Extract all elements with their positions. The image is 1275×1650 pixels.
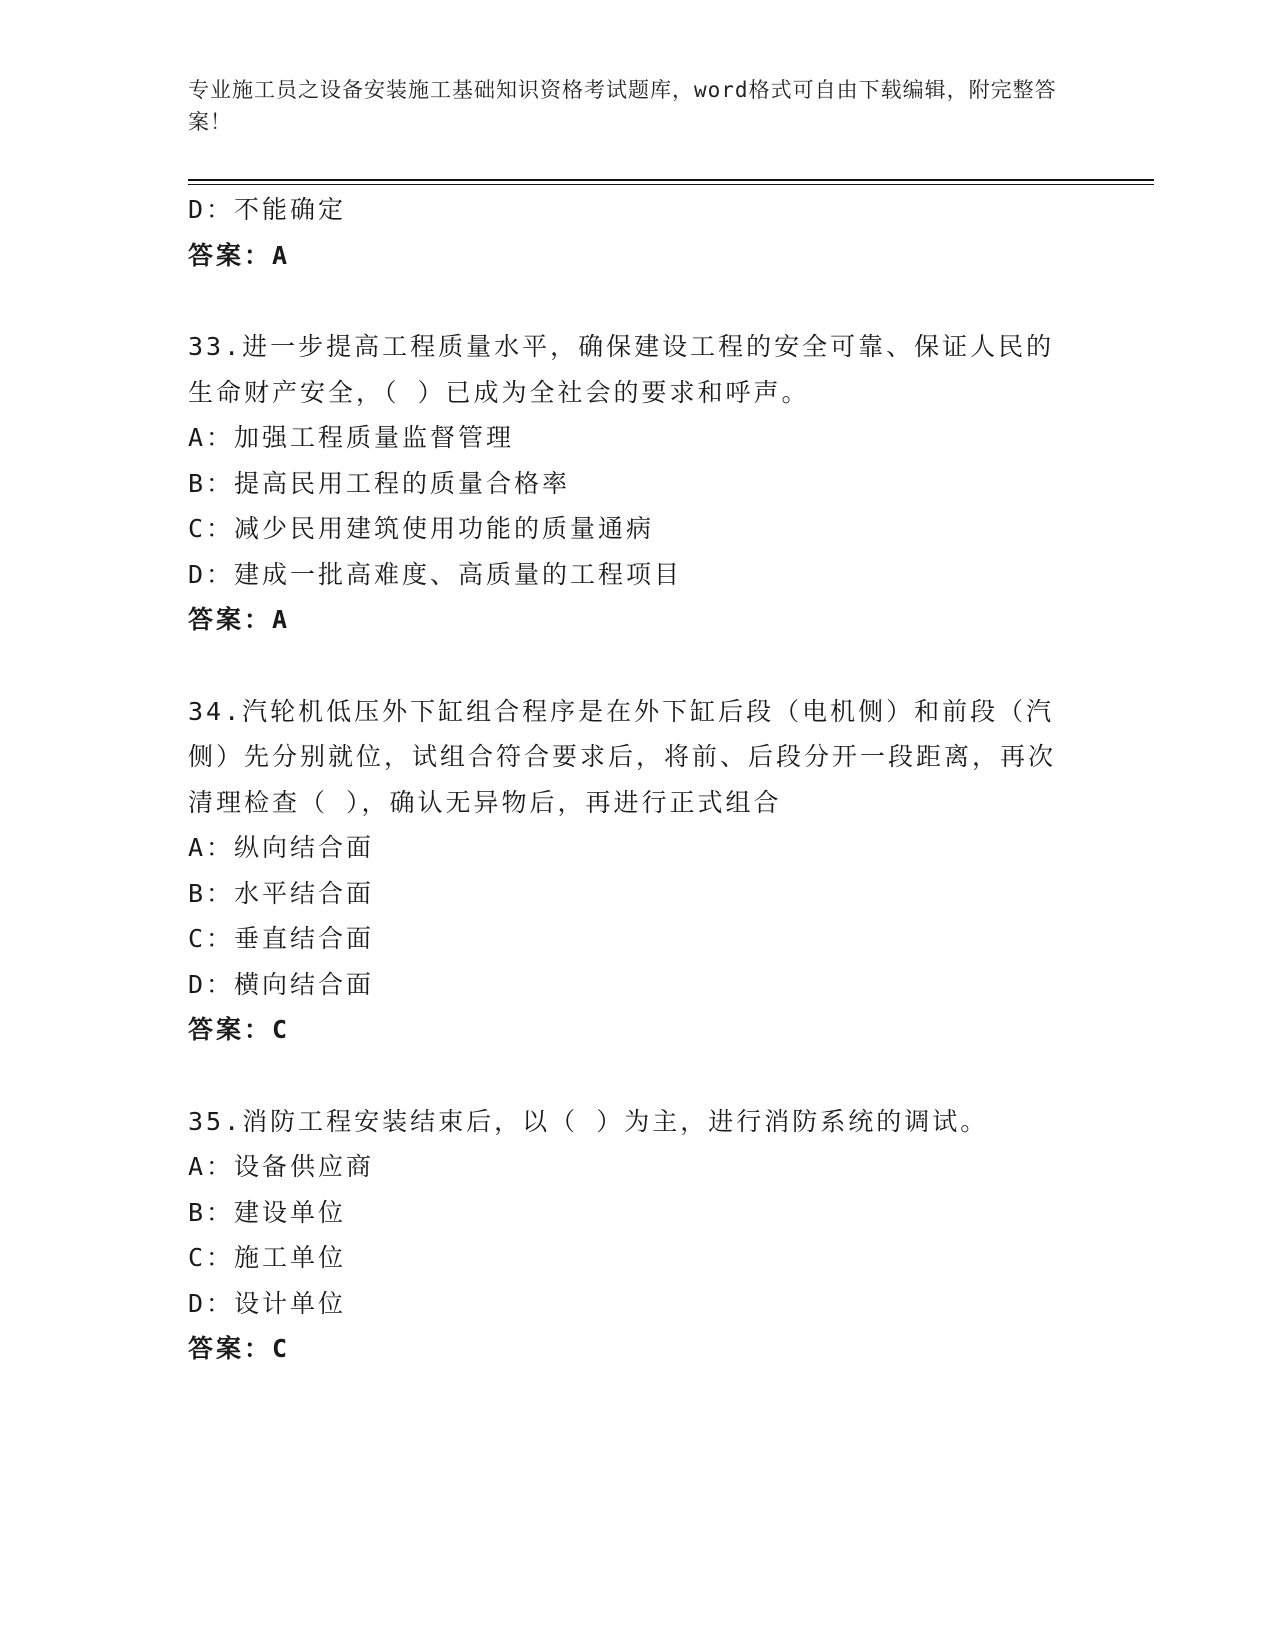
option-a: A：设备供应商 bbox=[188, 1152, 375, 1181]
question-34 bbox=[188, 689, 1108, 1053]
header-divider-thin bbox=[188, 184, 1154, 185]
answer: 答案：C bbox=[188, 1334, 291, 1363]
answer: 答案：C bbox=[188, 1015, 291, 1044]
question-stem: 35.消防工程安装结束后，以（ ）为主，进行消防系统的调试。 bbox=[188, 1106, 989, 1136]
option-a: A：纵向结合面 bbox=[188, 833, 375, 862]
header-divider-thick bbox=[188, 179, 1154, 181]
option-a: A：加强工程质量监督管理 bbox=[188, 423, 515, 452]
option-b: B：水平结合面 bbox=[188, 878, 375, 908]
question-stem: 34.汽轮机低压外下缸组合程序是在外下缸后段（电机侧）和前段（汽侧）先分别就位，试组合符合要求后，将前、后段分开一段距离，再次清理检查（ ），确认无异物后，再进行正式组合 bbox=[188, 696, 1057, 817]
question-list bbox=[188, 187, 1108, 1372]
option-b: B：提高民用工程的质量合格率 bbox=[188, 468, 571, 498]
previous-answer: 答案：A bbox=[188, 240, 291, 270]
option-d: D：横向结合面 bbox=[188, 969, 375, 999]
option-b: B：建设单位 bbox=[188, 1197, 347, 1227]
document-header: 专业施工员之设备安装施工基础知识资格考试题库，word格式可自由下载编辑，附完整答案！ bbox=[188, 78, 1057, 134]
question-33 bbox=[188, 324, 1108, 643]
option-c: C：施工单位 bbox=[188, 1243, 347, 1272]
spacer bbox=[188, 278, 1108, 324]
spacer bbox=[188, 1053, 1108, 1099]
option-d: D：建成一批高难度、高质量的工程项目 bbox=[188, 559, 683, 589]
answer: 答案：A bbox=[188, 605, 291, 634]
option-c: C：垂直结合面 bbox=[188, 924, 375, 953]
option-d: D：设计单位 bbox=[188, 1288, 347, 1318]
question-35 bbox=[188, 1099, 1108, 1372]
previous-option-d: D：不能确定 bbox=[188, 195, 347, 224]
option-c: C：减少民用建筑使用功能的质量通病 bbox=[188, 514, 655, 543]
question-stem: 33.进一步提高工程质量水平，确保建设工程的安全可靠、保证人民的生命财产安全，（ ）已成为全社会的要求和呼声。 bbox=[188, 332, 1055, 407]
spacer bbox=[188, 643, 1108, 689]
